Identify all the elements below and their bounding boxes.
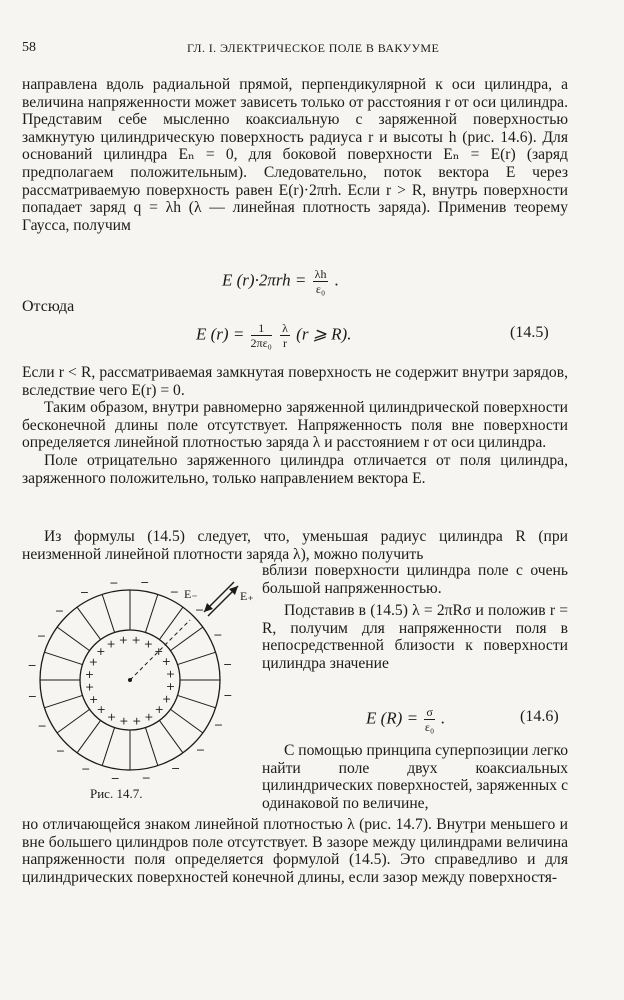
field-line bbox=[102, 594, 114, 632]
coaxial-cylinders-diagram bbox=[8, 572, 270, 788]
paragraph-7 bbox=[262, 742, 568, 812]
field-line bbox=[145, 728, 157, 766]
field-line bbox=[159, 607, 183, 639]
paragraph-2-4 bbox=[22, 364, 568, 487]
minus-charge: − bbox=[79, 586, 90, 600]
paragraph-5 bbox=[22, 528, 568, 563]
minus-charge: − bbox=[54, 604, 65, 618]
minus-charge: − bbox=[213, 628, 223, 642]
plus-charge: + bbox=[154, 644, 164, 658]
plus-charge: + bbox=[88, 655, 98, 669]
paragraph-text: направлена вдоль радиальной прямой, перпендикулярной к оси цилиндра, а величина напряженности может зависеть только от расстояния r от оси цилиндра. Представим себе мысленно коаксиальную с заряженной поверхностью замкнутую цилиндрическую поверхность радиуса r и высоты h (рис. 14.6). Для оснований цилиндра Eₙ = 0, для боковой поверхности Eₙ = E(r) (заряд предполагаем положительным). Следовательно, поток вектора E через рассматриваемую поверхность равен E(r)·2πrh. Если r > R, внутрь поверхности попадает заряд q = λh (λ — линейная плотность заряда). Применив теорему Гаусса, получим bbox=[22, 76, 568, 234]
running-head: ГЛ. I. ЭЛЕКТРИЧЕСКОЕ ПОЛЕ В ВАКУУМЕ bbox=[187, 41, 440, 55]
paragraph-text: вблизи поверхности цилиндра поле с очень большой напряженностью. bbox=[262, 562, 568, 597]
word-otsyuda: Отсюда bbox=[22, 298, 75, 315]
paragraph-text: Из формулы (14.5) следует, что, уменьшая радиус цилиндра R (при неизменной линейной плотности заряда λ), можно получить bbox=[22, 528, 568, 563]
plus-charge: + bbox=[88, 692, 99, 706]
paragraph-1 bbox=[22, 76, 568, 234]
paragraph-7-continued bbox=[22, 816, 568, 886]
radius-line bbox=[130, 620, 190, 680]
minus-charge: − bbox=[194, 603, 205, 617]
plus-charge: + bbox=[84, 667, 95, 681]
paragraph-text: Если r < R, рассматриваемая замкнутая поверхность не содержит внутри зарядов, вследствие чего E(r) = 0. bbox=[22, 364, 568, 399]
fraction: $\frac{\lambda h}{\text{ε₀}}$ bbox=[314, 267, 327, 296]
fraction: $\frac{\lambda}{r}$ bbox=[282, 321, 288, 350]
fraction: $\frac{\sigma}{\text{ε₀}}$ bbox=[424, 705, 435, 734]
paragraph-text: но отличающейся знаком линейной плотностью λ (рис. 14.7). Внутри меньшего и вне большего цилиндров поле отсутствует. В зазоре между цилиндрами величина напряженности поля определяется формулой (14.5). Это справедливо и для цилиндрических поверхностей конечной длины, если зазор между поверхностя- bbox=[22, 816, 568, 886]
field-line bbox=[170, 627, 202, 651]
plus-charge: + bbox=[106, 637, 116, 651]
field-line bbox=[178, 695, 216, 707]
equation-number: (14.5) bbox=[510, 324, 549, 341]
field-line bbox=[102, 728, 114, 766]
equation-number: (14.6) bbox=[520, 708, 559, 725]
field-line bbox=[159, 720, 183, 752]
minus-charge: − bbox=[27, 659, 37, 673]
field-line bbox=[145, 594, 157, 632]
minus-charge: − bbox=[55, 744, 66, 758]
figure-14-7 bbox=[8, 572, 270, 788]
field-line bbox=[57, 709, 89, 733]
minus-charge: − bbox=[195, 743, 206, 757]
field-line bbox=[77, 607, 101, 639]
plus-charge: + bbox=[143, 637, 153, 651]
minus-charge: − bbox=[223, 657, 233, 671]
fraction: $\frac{1}{\text{2πε₀}}$ bbox=[250, 321, 272, 350]
page-number: 58 bbox=[22, 40, 36, 55]
paragraph-text: Подставив в (14.5) λ = 2πRσ и положив r = R, получим для напряженности поля в непосредственной близости к поверхности цилиндра значение bbox=[262, 602, 568, 672]
plus-charge: + bbox=[144, 710, 154, 724]
minus-charge: − bbox=[170, 761, 181, 775]
plus-charge: + bbox=[96, 645, 106, 659]
plus-charge: + bbox=[162, 692, 172, 706]
plus-charge: + bbox=[118, 633, 128, 647]
plus-charge: + bbox=[154, 702, 164, 716]
plus-charge: + bbox=[96, 703, 106, 717]
page-header bbox=[22, 40, 598, 60]
equation-14-6: E (R) = $\frac{\sigma}{\text{ε₀}}$ . bbox=[366, 705, 446, 734]
paragraph-6 bbox=[262, 602, 568, 672]
field-line bbox=[44, 652, 82, 664]
minus-charge: − bbox=[37, 719, 47, 733]
minus-charge: − bbox=[81, 762, 91, 776]
paragraph-5-continued bbox=[262, 562, 568, 597]
equation-14-5: E (r) = $\frac{1}{\text{2πε₀}}$ $\frac{\lambda}{r}$ (r ⩾ R). bbox=[196, 321, 352, 350]
field-line bbox=[77, 720, 101, 752]
minus-charge: − bbox=[141, 771, 151, 785]
plus-charge: + bbox=[132, 714, 142, 728]
minus-charge: − bbox=[140, 576, 150, 590]
minus-charge: − bbox=[213, 718, 224, 732]
field-line bbox=[57, 627, 89, 651]
e-plus-label: E₊ bbox=[240, 589, 254, 603]
minus-charge: − bbox=[223, 688, 233, 702]
paragraph-text: Поле отрицательно заряженного цилиндра отличается от поля цилиндра, заряженного положительно, только направлением вектора E. bbox=[22, 451, 568, 487]
minus-charge: − bbox=[109, 576, 119, 590]
figure-caption: Рис. 14.7. bbox=[90, 786, 143, 801]
plus-charge: + bbox=[131, 633, 141, 647]
e-minus-label: E₋ bbox=[184, 587, 198, 601]
field-line bbox=[170, 709, 202, 733]
plus-charge: + bbox=[161, 655, 172, 669]
plus-charge: + bbox=[165, 680, 176, 694]
plus-charge: + bbox=[165, 667, 176, 681]
minus-charge: − bbox=[169, 585, 179, 599]
equation-gauss: E (r)·2πrh = $\frac{\lambda h}{\text{ε₀}}$ . bbox=[222, 267, 339, 296]
field-line bbox=[178, 652, 216, 664]
field-line bbox=[44, 695, 82, 707]
minus-charge: − bbox=[27, 690, 37, 704]
plus-charge: + bbox=[84, 680, 95, 694]
paragraph-text: Таким образом, внутри равномерно заряженной цилиндрической поверхности бесконечной длины поле отсутствует. Напряженность поля вне поверхности определяется линейной плотностью заряда λ и расстоянием r от оси цилиндра. bbox=[22, 399, 568, 452]
minus-charge: − bbox=[36, 629, 47, 643]
paragraph-text: С помощью принципа суперпозиции легко найти поле двух коаксиальных цилиндрических поверхностей, заряженных с одинаковой по величине, bbox=[262, 742, 568, 812]
minus-charge: − bbox=[110, 771, 120, 785]
plus-charge: + bbox=[107, 710, 117, 724]
plus-charge: + bbox=[119, 714, 129, 728]
